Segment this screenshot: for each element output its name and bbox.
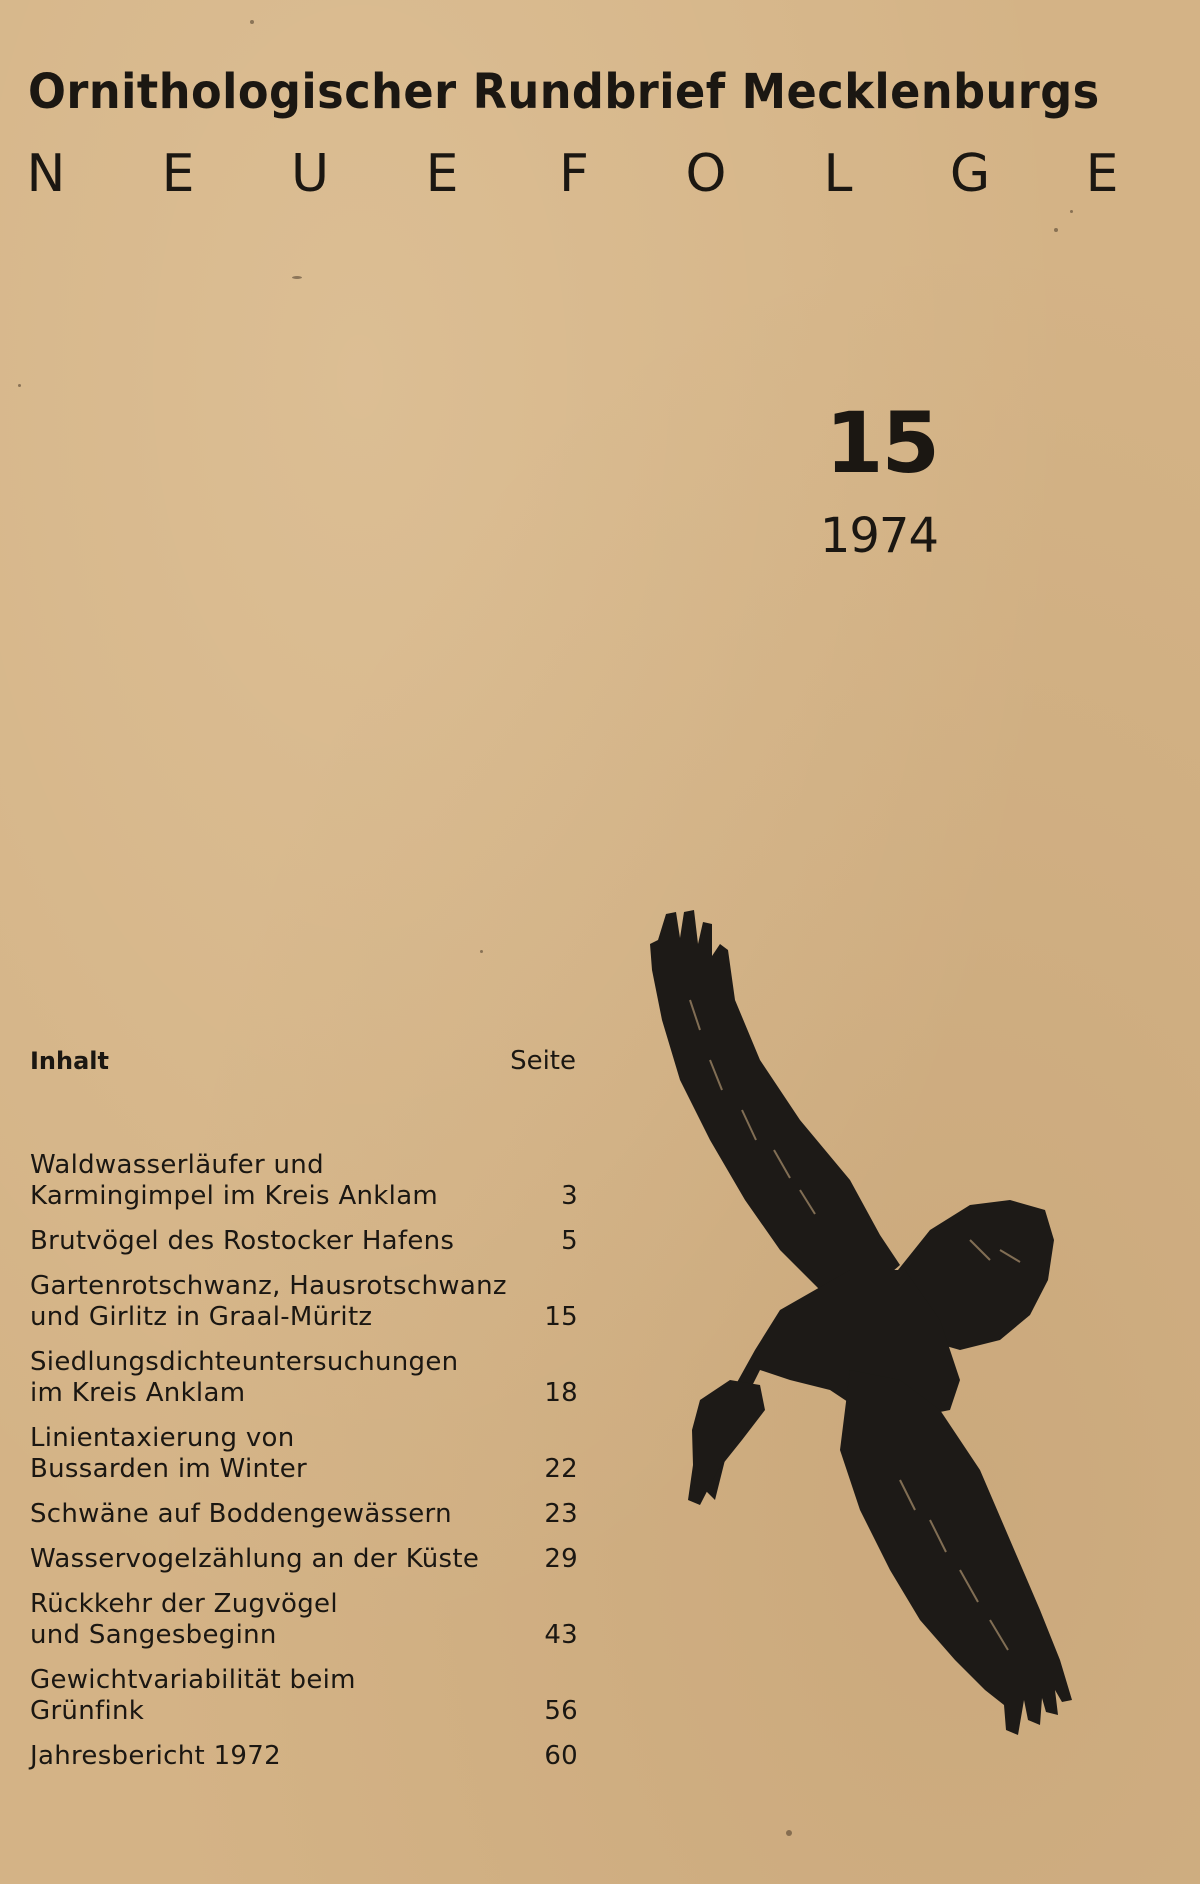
toc-entry-title: Waldwasserläufer und Karmingimpel im Kreis Anklam (30, 1150, 439, 1211)
paper-speck (786, 1830, 792, 1836)
toc-entry-page: 56 (544, 1696, 578, 1726)
subtitle-letter: E (161, 144, 195, 204)
toc-entry-title: Linientaxierung von Bussarden im Winter (30, 1423, 308, 1484)
toc-entry-title: Brutvögel des Rostocker Hafens (30, 1226, 455, 1256)
paper-speck (1054, 228, 1058, 232)
toc-entry (30, 1150, 580, 1212)
toc-entry-title: Jahresbericht 1972 (30, 1741, 281, 1771)
subtitle-letter: L (823, 144, 853, 204)
toc-entry-title: Siedlungsdichteuntersuchungen im Kreis Anklam (30, 1347, 459, 1408)
toc-entry-page: 22 (544, 1454, 578, 1484)
toc-heading: Inhalt (30, 1047, 109, 1075)
paper-speck (250, 20, 254, 24)
paper-speck (18, 384, 21, 387)
paper-speck (292, 276, 302, 279)
subtitle-letter: F (559, 144, 589, 204)
issue-year: 1974 (819, 508, 938, 564)
toc-entry-page: 18 (544, 1378, 578, 1408)
toc-entry (30, 1665, 580, 1727)
toc-entry-page: 3 (561, 1181, 578, 1211)
toc-entry-title: Wasservogelzählung an der Küste (30, 1544, 480, 1574)
toc-entry-page: 43 (544, 1620, 578, 1650)
toc-entry (30, 1271, 580, 1333)
toc-entry-page: 23 (544, 1499, 578, 1529)
toc-entry (30, 1226, 580, 1257)
toc-header (30, 1046, 580, 1102)
subtitle-letter: E (425, 144, 459, 204)
toc-page-heading: Seite (510, 1046, 576, 1076)
subtitle-letter: G (949, 144, 991, 204)
publication-title: Ornithologischer Rundbrief Mecklenburgs (28, 64, 1100, 120)
subtitle-letter: O (685, 144, 727, 204)
paper-speck (480, 950, 483, 953)
toc-entry (30, 1589, 580, 1651)
table-of-contents (30, 1046, 580, 1786)
toc-entry-title: Gewichtvariabilität beim Grünfink (30, 1665, 356, 1726)
subtitle-letter: N (26, 144, 66, 204)
toc-entry-title: Gartenrotschwanz, Hausrotschwanz und Girlitz in Graal-Müritz (30, 1271, 507, 1332)
toc-entry-page: 29 (544, 1544, 578, 1574)
toc-entry-title: Schwäne auf Boddengewässern (30, 1499, 452, 1529)
toc-entry-page: 60 (544, 1741, 578, 1771)
bird-silhouette-icon (640, 900, 1080, 1750)
subtitle-letter: E (1085, 144, 1119, 204)
toc-entry (30, 1347, 580, 1409)
toc-entry-page: 15 (544, 1302, 578, 1332)
paper-speck (1070, 210, 1073, 213)
toc-entry (30, 1741, 580, 1772)
issue-number: 15 (825, 394, 938, 492)
toc-entry-page: 5 (561, 1226, 578, 1256)
subtitle-neue-folge (22, 144, 1126, 204)
toc-entry (30, 1544, 580, 1575)
toc-entry (30, 1499, 580, 1530)
toc-entry (30, 1423, 580, 1485)
subtitle-letter: U (290, 144, 330, 204)
toc-list (30, 1150, 580, 1772)
toc-entry-title: Rückkehr der Zugvögel und Sangesbeginn (30, 1589, 338, 1650)
